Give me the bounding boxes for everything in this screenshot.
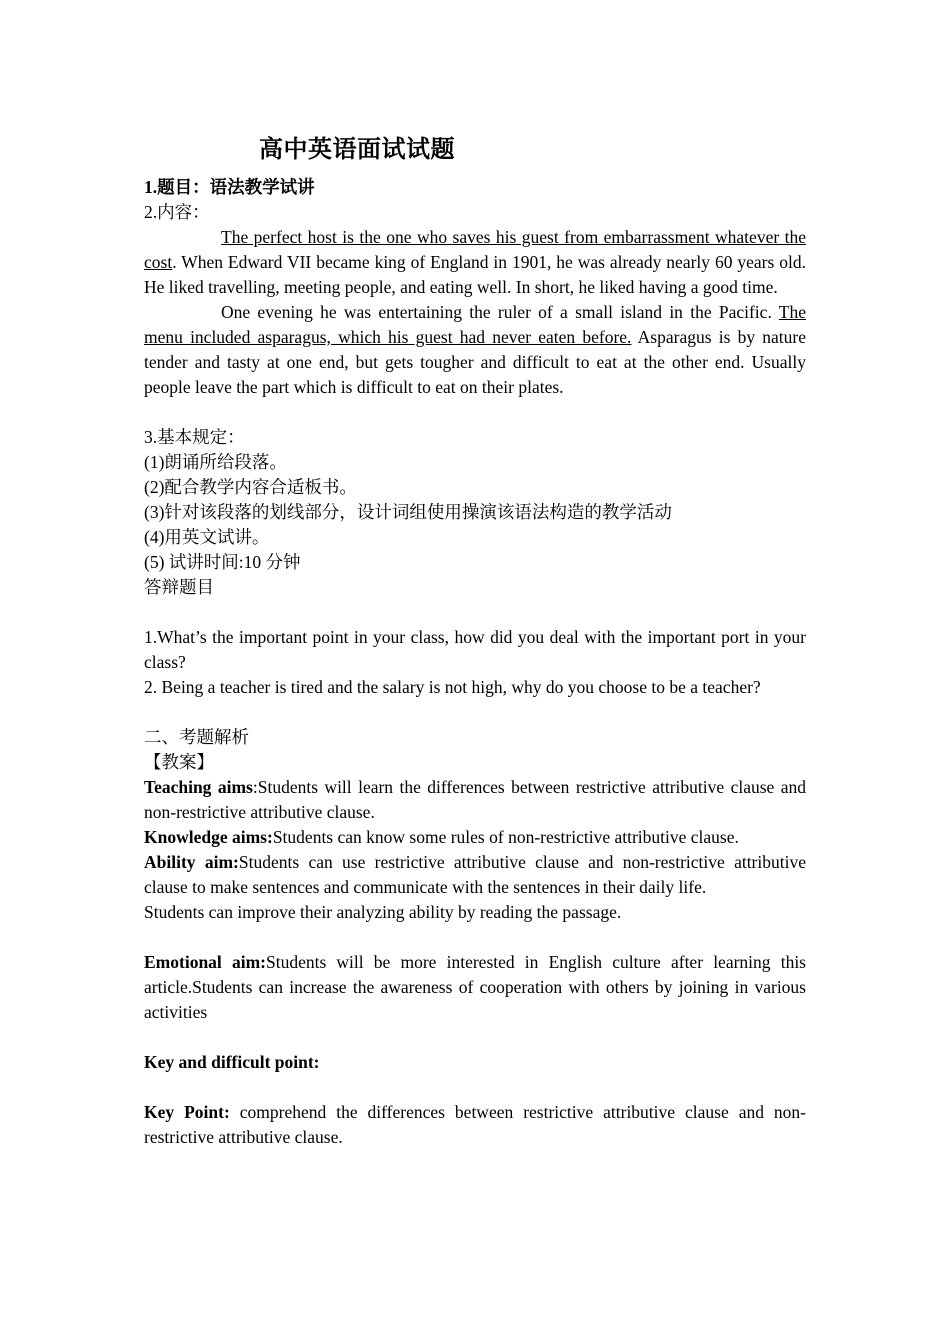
rule-item: (5) 试讲时间:10 分钟 [144, 552, 301, 572]
key-difficult-heading: Key and difficult point: [144, 1052, 320, 1072]
rule-item: (2)配合教学内容合适板书。 [144, 477, 357, 497]
knowledge-aims-label: Knowledge aims: [144, 827, 273, 847]
content-label: 2.内容： [144, 202, 210, 222]
rule-item: (1)朗诵所给段落。 [144, 452, 287, 472]
ability-aim-text: Students can use restrictive attributive clause and non-restrictive attributive clause to make sentences and communicate with the sentences in their daily life. [144, 852, 806, 897]
defense-question-2: 2. Being a teacher is tired and the salary is not high, why do you choose to be a teacher? [144, 677, 761, 697]
knowledge-aims [144, 825, 806, 850]
teaching-aims-text: :Students will learn the differences between restrictive attributive clause and non-restrictive attributive clause. [144, 777, 806, 822]
key-point-text: comprehend the differences between restrictive attributive clause and non-restrictive attributive clause. [144, 1102, 806, 1147]
ability-aim [144, 850, 806, 900]
topic-line: 1.题目：语法教学试讲 [144, 177, 315, 197]
knowledge-aims-text: Students can know some rules of non-restrictive attributive clause. [272, 827, 739, 847]
rule-item: (3)针对该段落的划线部分，设计词组使用操演该语法构造的教学活动 [144, 502, 672, 522]
defense-question-1: 1.What’s the important point in your class, how did you deal with the important port in your class? [144, 627, 806, 672]
rules-label: 3.基本规定： [144, 427, 245, 447]
analysis-heading: 二、考题解析 [144, 727, 249, 747]
passage-paragraph-2 [144, 300, 806, 400]
document-title: 高中英语面试试题 [259, 137, 455, 163]
ability-aim-extra: Students can improve their analyzing ability by reading the passage. [144, 902, 622, 922]
lesson-plan-label: 【教案】 [144, 752, 214, 772]
underlined-sentence-2: The menu included asparagus, which his guest had never eaten before. [144, 302, 806, 347]
key-point-label: Key Point: [144, 1102, 230, 1122]
underlined-sentence-1: The perfect host is the one who saves his guest from embarrassment whatever the cost [144, 227, 806, 272]
passage-text: . When Edward VII became king of England in 1901, he was already nearly 60 years old. He liked travelling, meeting people, and eating well. In short, he liked having a good time. [144, 252, 806, 297]
key-point [144, 1100, 806, 1150]
teaching-aims [144, 775, 806, 825]
rule-item: (4)用英文试讲。 [144, 527, 270, 547]
ability-aim-label: Ability aim: [144, 852, 239, 872]
passage-text: Asparagus is by nature tender and tasty at one end, but gets tougher and difficult to eat at the other end. Usually people leave the part which is difficult to eat on their plates. [144, 327, 806, 397]
defense-label: 答辩题目 [144, 577, 214, 597]
emotional-aim-label: Emotional aim: [144, 952, 266, 972]
emotional-aim-text: Students will be more interested in English culture after learning this article.Students can increase the awareness of cooperation with others by joining in various activities [144, 952, 806, 1022]
passage-text: One evening he was entertaining the ruler of a small island in the Pacific. [221, 302, 779, 322]
passage-paragraph-1 [144, 225, 806, 300]
document-body [144, 130, 806, 1150]
teaching-aims-label: Teaching aims [144, 777, 253, 797]
emotional-aim [144, 950, 806, 1025]
